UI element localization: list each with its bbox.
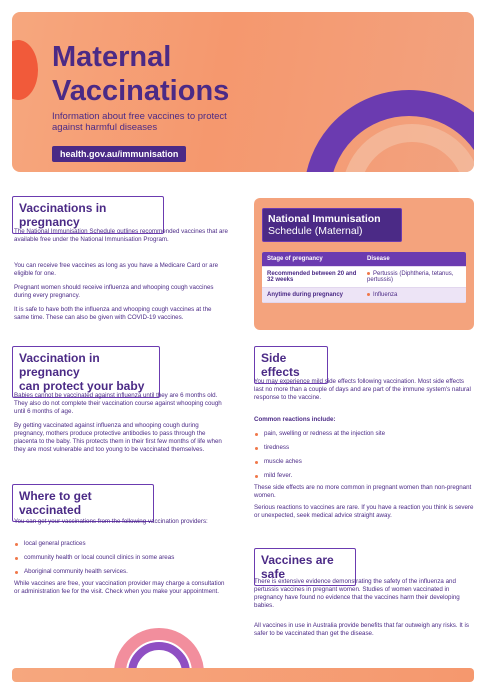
- paragraph: It is safe to have both the influenza and whooping cough vaccines at the same time. These can also be given with COVID-19 vaccines.: [14, 306, 212, 321]
- page-subtitle: Information about free vaccines to protect against harmful diseases: [52, 111, 227, 133]
- footer-bar: [12, 668, 474, 682]
- schedule-panel: [254, 198, 474, 330]
- list-item: local general practices: [14, 540, 234, 548]
- vaccinations-in-pregnancy-heading: Vaccinations in pregnancy: [12, 196, 164, 234]
- paragraph: You may experience mild side effects following vaccination. Most side effects last no more than a couple of days and are part of the immune system's natural response to the vaccine.: [254, 378, 471, 401]
- hero-banner: [12, 12, 474, 172]
- paragraph: Serious reactions to vaccines are rare. If you have a reaction you think is severe or unexpected, seek medical advice straight away.: [254, 504, 474, 519]
- list-item: community health or local council clinics in some areas: [14, 554, 234, 562]
- list-item: Aboriginal community health services.: [14, 568, 234, 576]
- paragraph: You can receive free vaccines as long as you have a Medicare Card or are eligible for one.: [14, 262, 219, 277]
- common-reactions-label: Common reactions include:: [254, 416, 336, 423]
- list-item: pain, swelling or redness at the injection site: [254, 430, 474, 438]
- paragraph: Pregnant women should receive influenza and whooping cough vaccines during every pregnancy.: [14, 284, 214, 299]
- schedule-table: [262, 252, 466, 303]
- page-title: Maternal Vaccinations: [52, 41, 230, 107]
- table-row: Recommended between 20 and 32 weeks Pertussis (Diphtheria, tetanus, pertussis): [262, 267, 466, 288]
- paragraph: Babies cannot be vaccinated against influenza until they are 6 months old. They also do not complete their vaccination course against whooping cough until 6 months of age.: [14, 392, 222, 415]
- where-to-get-vaccinated-heading: Where to get vaccinated: [12, 484, 154, 522]
- schedule-title: National Immunisation Schedule (Maternal): [262, 208, 402, 242]
- paragraph: You can get your vaccinations from the following vaccination providers:: [14, 518, 208, 525]
- table-header: Stage of pregnancy Disease: [262, 252, 466, 267]
- website-link[interactable]: health.gov.au/immunisation: [52, 146, 186, 162]
- paragraph: By getting vaccinated against influenza and whooping cough during pregnancy, mothers produce protective antibodies to pass through the placenta to the baby. This protects them in their first few months of life when they are most vulnerable and too young to be vaccinated themselves.: [14, 422, 222, 453]
- paragraph: All vaccines in use in Australia provide benefits that far outweigh any risks. It is safer to be vaccinated than get the disease.: [254, 622, 469, 637]
- list-item: muscle aches: [254, 458, 474, 466]
- paragraph: The National Immunisation Schedule outlines recommended vaccines that are available free under the National Immunisation Program.: [14, 228, 228, 243]
- providers-list: [14, 540, 234, 582]
- side-effects-heading: Side effects: [254, 346, 328, 384]
- vaccines-are-safe-heading: Vaccines are safe: [254, 548, 356, 586]
- decorative-blob: [12, 40, 38, 100]
- paragraph: There is extensive evidence demonstrating the safety of the influenza and pertussis vaccines in pregnant women. Studies of women vaccinated in pregnancy have found no evidence that the vaccines harm their developing babies.: [254, 578, 460, 609]
- paragraph: While vaccines are free, your vaccination provider may charge a consultation or administration fee for the visit. Check when you make your appointment.: [14, 580, 225, 595]
- paragraph: These side effects are no more common in pregnant women than non-pregnant women.: [254, 484, 472, 499]
- list-item: tiredness: [254, 444, 474, 452]
- protect-baby-heading: Vaccination in pregnancy can protect your baby: [12, 346, 160, 398]
- list-item: mild fever.: [254, 472, 474, 480]
- table-row: Anytime during pregnancy Influenza: [262, 288, 466, 303]
- common-reactions-list: [254, 430, 474, 486]
